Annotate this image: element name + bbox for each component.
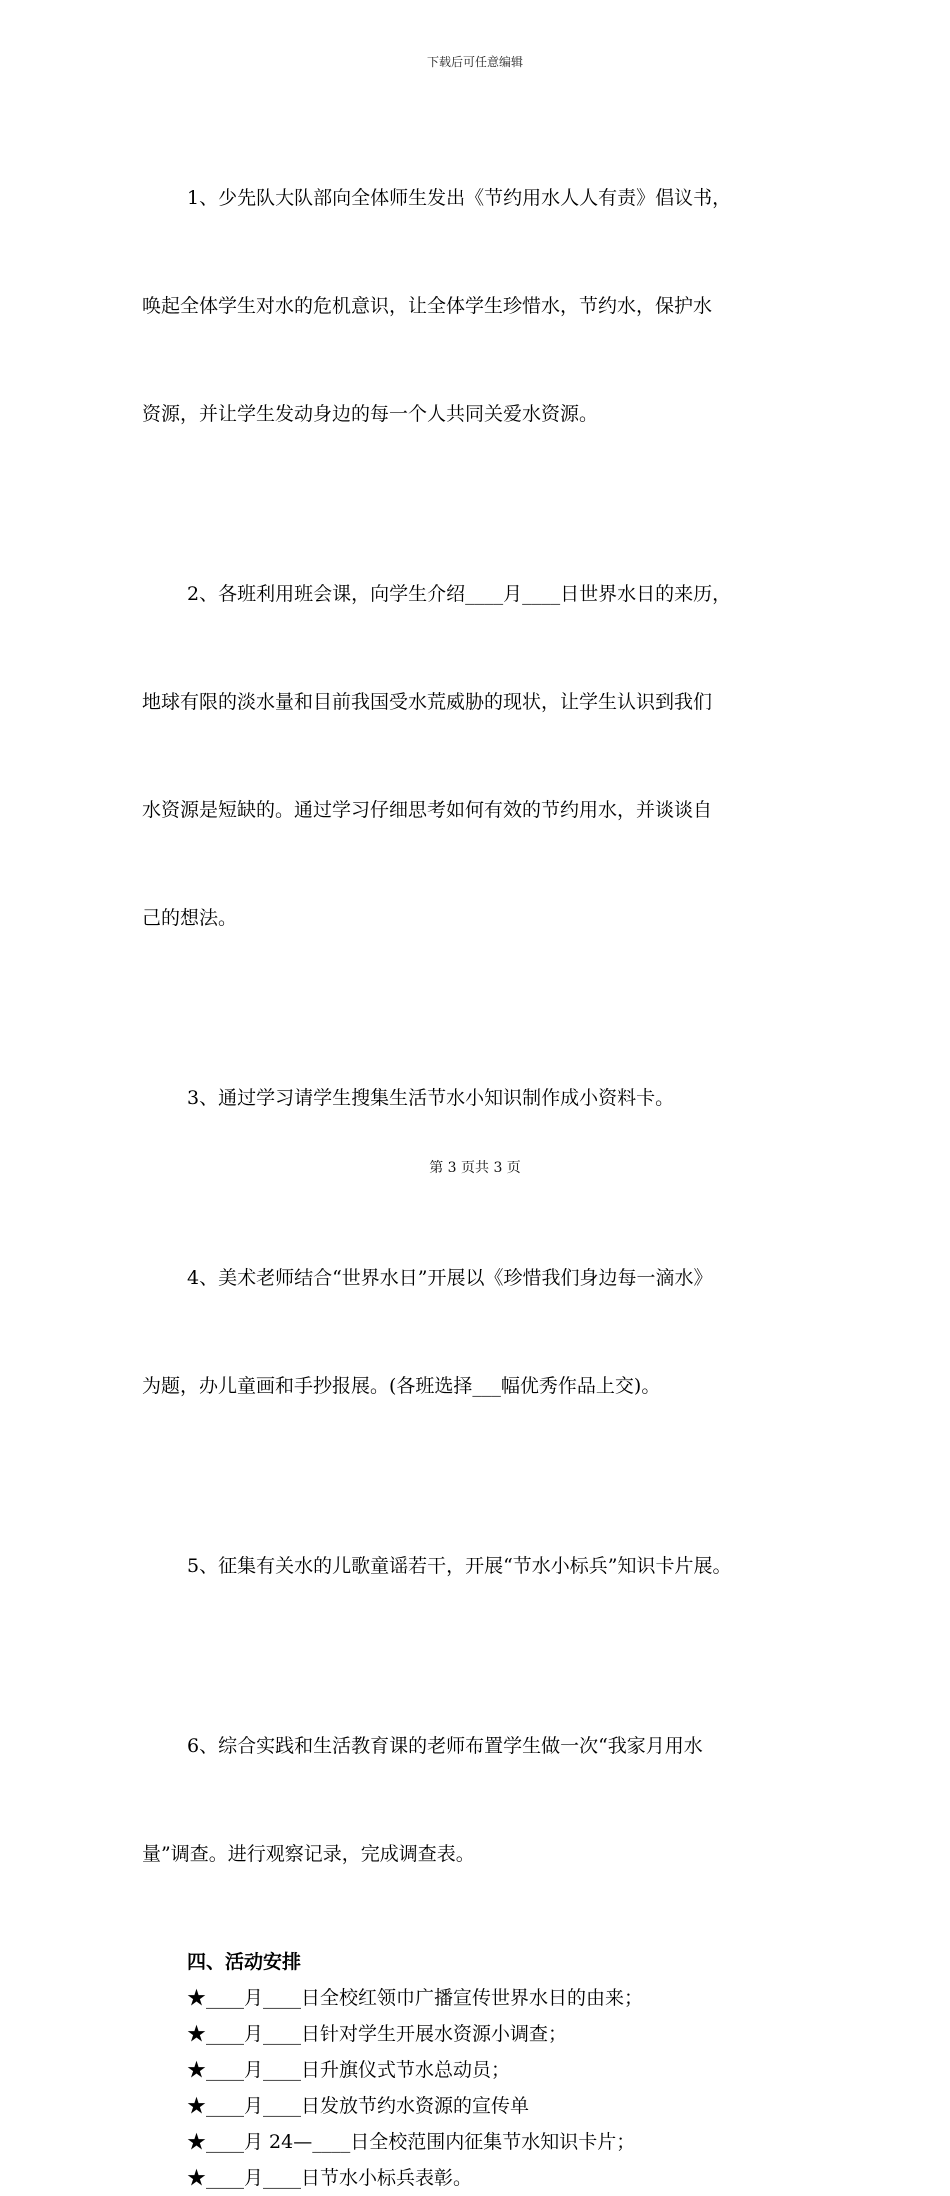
paragraph-line: 为题，办儿童画和手抄报展。(各班选择___幅优秀作品上交)。 [142, 1375, 661, 1397]
paragraph-line: 2、各班利用班会课，向学生介绍____月____日世界水日的来历， [187, 583, 732, 605]
paragraph-line: 1、少先队大队部向全体师生发出《节约用水人人有责》倡议书， [187, 187, 732, 209]
paragraph-line: 唤起全体学生对水的危机意识，让全体学生珍惜水，节约水，保护水 [142, 295, 713, 317]
paragraph-line: 量”调查。进行观察记录，完成调查表。 [142, 1843, 475, 1865]
schedule-item: ★____月____日针对学生开展水资源小调查； [187, 2023, 568, 2045]
schedule-item: ★____月____日升旗仪式节水总动员； [187, 2059, 511, 2081]
paragraph-2 [142, 504, 822, 1008]
section-heading: 四、活动安排 [187, 1951, 302, 1973]
paragraph-line: 4、美术老师结合“世界水日”开展以《珍惜我们身边每一滴水》 [187, 1267, 713, 1289]
page-header: 下载后可任意编辑 [426, 55, 523, 69]
paragraph-line: 5、征集有关水的儿歌童谣若干，开展“节水小标兵”知识卡片展。 [187, 1555, 732, 1577]
paragraph-line: 水资源是短缺的。通过学习仔细思考如何有效的节约用水，并谈谈自 [142, 799, 713, 821]
schedule-item: ★____月 24—____日全校范围内征集节水知识卡片； [187, 2131, 636, 2153]
schedule-list [142, 1980, 822, 2196]
paragraph-1 [142, 108, 822, 504]
paragraph-6 [142, 1656, 822, 1944]
paragraph-line: 6、综合实践和生活教育课的老师布置学生做一次“我家月用水 [187, 1735, 703, 1757]
page-footer: 第 3 页共 3 页 [429, 1160, 521, 1176]
paragraph-5 [142, 1476, 822, 1656]
schedule-item: ★____月____日节水小标兵表彰。 [187, 2167, 473, 2189]
paragraph-4 [142, 1188, 822, 1476]
document-body [142, 108, 822, 2196]
paragraph-line: 地球有限的淡水量和目前我国受水荒威胁的现状，让学生认识到我们 [142, 691, 713, 713]
paragraph-line: 资源，并让学生发动身边的每一个人共同关爱水资源。 [142, 403, 599, 425]
paragraph-line: 3、通过学习请学生搜集生活节水小知识制作成小资料卡。 [187, 1087, 675, 1109]
schedule-item: ★____月____日全校红领巾广播宣传世界水日的由来； [187, 1987, 644, 2009]
paragraph-line: 己的想法。 [142, 907, 238, 929]
schedule-item: ★____月____日发放节约水资源的宣传单 [187, 2095, 530, 2117]
